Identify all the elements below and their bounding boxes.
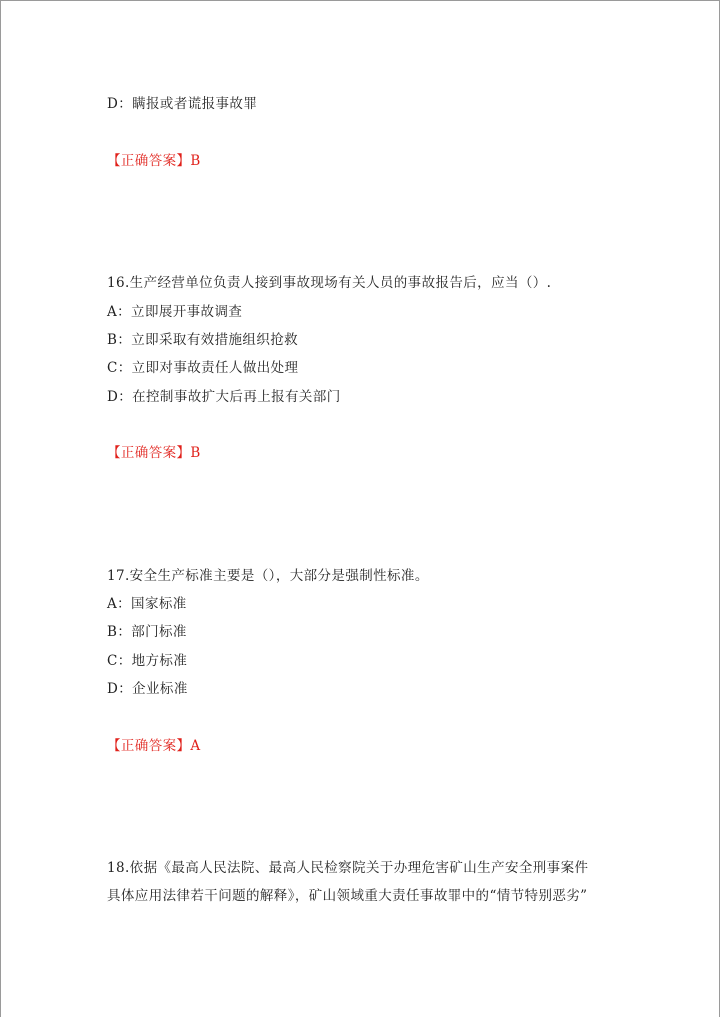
q17-option-d: D：企业标准 <box>107 681 188 697</box>
q17-stem: 17.安全生产标准主要是（），大部分是强制性标准。 <box>107 568 429 584</box>
q16-option-b: B：立即采取有效措施组织抢救 <box>107 332 299 348</box>
q17-answer: 【正确答案】A <box>107 738 201 754</box>
q17-option-c: C：地方标准 <box>107 653 188 669</box>
q16-option-a: A：立即展开事故调查 <box>107 304 243 320</box>
q16-option-c: C：立即对事故责任人做出处理 <box>107 360 299 376</box>
q16-answer: 【正确答案】B <box>107 445 201 461</box>
q17-option-b: B：部门标准 <box>107 624 187 640</box>
q15-answer: 【正确答案】B <box>107 153 201 169</box>
q17-option-a: A：国家标准 <box>107 596 187 612</box>
q16-stem: 16.生产经营单位负责人接到事故现场有关人员的事故报告后，应当（）. <box>107 275 552 291</box>
q15-option-d: D：瞒报或者谎报事故罪 <box>107 96 258 112</box>
q16-option-d: D：在控制事故扩大后再上报有关部门 <box>107 389 341 405</box>
q18-stem-line2: 具体应用法律若干问题的解释》，矿山领域重大责任事故罪中的“情节特别恶劣” <box>107 888 588 904</box>
q18-stem-line1: 18.依据《最高人民法院、最高人民检察院关于办理危害矿山生产安全刑事案件 <box>107 860 589 876</box>
